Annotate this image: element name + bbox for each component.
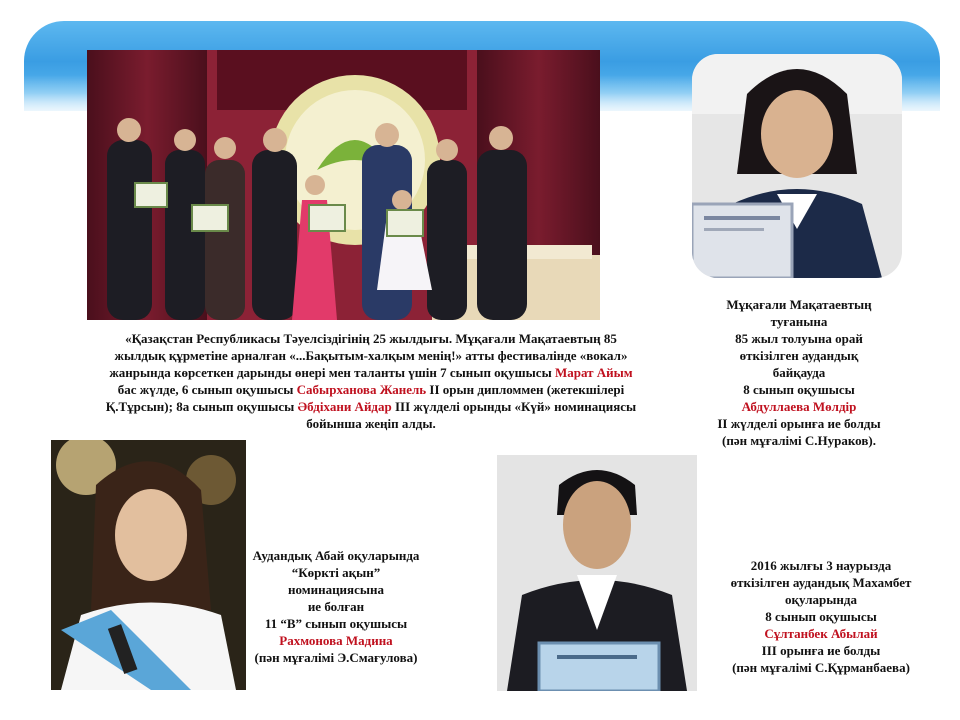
caption-line: 2016 жылғы 3 наурызда <box>750 558 892 573</box>
caption-line: жылдық құрметіне арналған «...Бақытым-халқым менің!» атты фестивалінде «вокал» <box>114 348 628 363</box>
caption-line: бойынша жеңіп алды. <box>306 416 436 431</box>
caption-line: “Көркті ақын” <box>291 565 381 580</box>
group-award-photo <box>87 50 600 320</box>
caption-line: туғанына <box>770 314 828 329</box>
sultanbek-caption <box>696 557 946 676</box>
caption-line: оқуларында <box>785 592 857 607</box>
caption-text: жанрында көрсеткен дарынды өнері мен таланты үшін 7 сынып оқушысы <box>109 365 555 380</box>
caption-line: (пән мұғалімі С.Нураков). <box>722 433 876 448</box>
caption-line: 8 сынып оқушысы <box>743 382 855 397</box>
caption-text: Қ.Тұрсын); 8а сынып оқушысы <box>105 399 298 414</box>
student-name-sabyrkhanova: Сабырханова Жанель <box>296 382 427 397</box>
student-name-marat: Марат Айым <box>554 365 633 380</box>
student-name-rakhmonova: Рахмонова Мадина <box>279 633 393 648</box>
portrait-sultanbek <box>497 455 697 691</box>
caption-line: «Қазақстан Республикасы Тәуелсіздігінің 25 жылдығы. Мұқағали Мақатаевтың 85 <box>125 331 617 346</box>
caption-line: III орынға ие болды <box>761 643 881 658</box>
abdullaeva-caption <box>694 296 904 449</box>
caption-line: ие болған <box>307 599 365 614</box>
caption-line: өткізілген аудандық Махамбет <box>730 575 912 590</box>
caption-line: Аудандық Абай оқуларында <box>252 548 420 563</box>
caption-line: Мұқағали Мақатаевтың <box>726 297 872 312</box>
caption-line: 8 сынып оқушысы <box>765 609 877 624</box>
caption-line: номинациясына <box>287 582 384 597</box>
caption-line <box>60 381 682 398</box>
caption-line: өткізілген аудандық <box>739 348 859 363</box>
portrait-rakhmonova <box>51 440 246 690</box>
student-name-sultanbek: Сұлтанбек Абылай <box>764 626 878 641</box>
caption-line: байқауда <box>772 365 826 380</box>
student-name-abdikhani: Әбдіхани Айдар <box>297 399 392 414</box>
caption-line <box>60 398 682 415</box>
caption-line: (пән мұғалімі С.Құрманбаева) <box>732 660 910 675</box>
group-photo-caption <box>60 330 682 432</box>
caption-line: (пән мұғалімі Э.Смағулова) <box>254 650 418 665</box>
student-name-abdullaeva: Абдуллаева Мөлдір <box>741 399 857 414</box>
portrait-abdullaeva <box>692 54 902 278</box>
caption-text: II орын дипломмен (жетекшілері <box>426 382 625 397</box>
caption-line: 85 жыл толуына орай <box>735 331 863 346</box>
caption-line <box>60 364 682 381</box>
caption-line: 11 “В” сынып оқушысы <box>264 616 408 631</box>
rakhmonova-caption <box>232 547 440 666</box>
caption-text: III жүлделі орынды «Күй» номинациясы <box>391 399 637 414</box>
caption-line: II жүлделі орынға ие болды <box>717 416 881 431</box>
caption-text: бас жүлде, 6 сынып оқушысы <box>117 382 297 397</box>
